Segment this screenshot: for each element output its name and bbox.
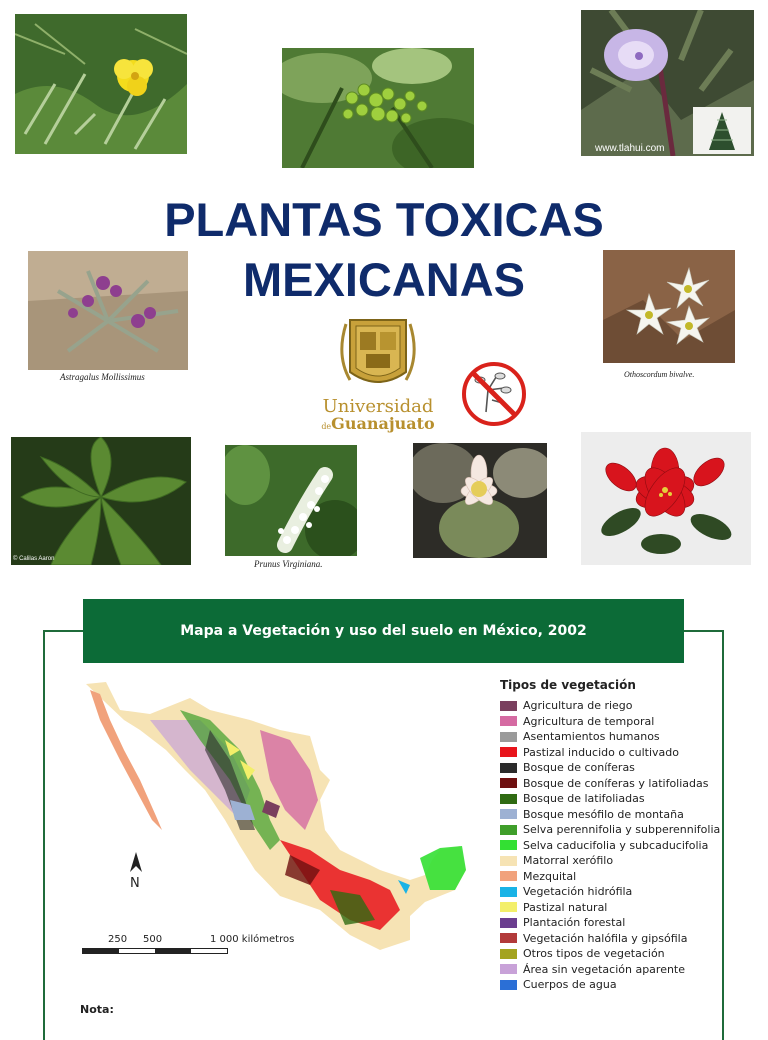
- university-name: Universidad: [322, 396, 434, 417]
- legend-swatch: [500, 732, 517, 742]
- legend-label: Bosque de latifoliadas: [523, 792, 645, 806]
- legend-swatch: [500, 825, 517, 835]
- university-prefix: de: [321, 422, 332, 431]
- page-title-line-2: MEXICANAS: [242, 253, 526, 306]
- legend-label: Área sin vegetación aparente: [523, 962, 686, 976]
- legend-label: Bosque mesófilo de montaña: [523, 807, 684, 821]
- poinsettia-photo: [581, 432, 751, 565]
- legend-swatch: [500, 794, 517, 804]
- green-berries-photo: [282, 48, 474, 168]
- legend-item: [500, 807, 730, 823]
- legend-item: [500, 791, 730, 807]
- yellow-flower-photo: [15, 14, 187, 154]
- legend-item: [500, 776, 730, 792]
- north-arrow-icon: [126, 852, 146, 872]
- university-name-second: Guanajuato: [331, 414, 435, 433]
- prunus-photo: [225, 445, 357, 556]
- legend-item: [500, 838, 730, 854]
- legend-label: Vegetación halófila y gipsófila: [523, 931, 688, 945]
- scale-1000: 1 000 kilómetros: [210, 934, 295, 945]
- university-name-line-2: [316, 414, 440, 433]
- cactus-flower-photo: [413, 443, 547, 558]
- legend-swatch: [500, 933, 517, 943]
- legend-label: Pastizal inducido o cultivado: [523, 745, 679, 759]
- legend-item: [500, 962, 730, 978]
- map-legend: [500, 678, 730, 993]
- legend-item: [500, 760, 730, 776]
- legend-swatch: [500, 716, 517, 726]
- scale-bar: [82, 948, 228, 954]
- legend-label: Bosque de coníferas y latifoliadas: [523, 776, 709, 790]
- legend-item: [500, 900, 730, 916]
- legend-label: Selva perennifolia y subperennifolia: [523, 823, 721, 837]
- map-header: Mapa a Vegetación y uso del suelo en México, 2002: [83, 599, 684, 663]
- astragalus-caption: Astragalus Mollissimus: [60, 372, 145, 382]
- legend-label: Agricultura de temporal: [523, 714, 655, 728]
- legend-swatch: [500, 856, 517, 866]
- legend-swatch: [500, 778, 517, 788]
- legend-swatch: [500, 871, 517, 881]
- legend-list: [500, 698, 730, 993]
- legend-label: Agricultura de riego: [523, 699, 633, 713]
- legend-swatch: [500, 980, 517, 990]
- legend-item: [500, 884, 730, 900]
- legend-swatch: [500, 840, 517, 850]
- legend-swatch: [500, 747, 517, 757]
- photo-watermark: www.tlahui.com: [595, 143, 665, 154]
- legend-item: [500, 714, 730, 730]
- legend-swatch: [500, 964, 517, 974]
- legend-label: Cuerpos de agua: [523, 978, 617, 992]
- legend-item: [500, 931, 730, 947]
- north-label: N: [130, 876, 140, 891]
- legend-item: [500, 745, 730, 761]
- map-scale: [80, 934, 310, 958]
- legend-label: Plantación forestal: [523, 916, 626, 930]
- legend-item: [500, 729, 730, 745]
- scale-250: 250: [108, 934, 128, 945]
- legend-swatch: [500, 809, 517, 819]
- legend-item: [500, 915, 730, 931]
- page-title-line-1: PLANTAS TOXICAS: [164, 193, 604, 246]
- white-star-flowers-photo: [603, 250, 735, 363]
- legend-swatch: [500, 763, 517, 773]
- mexico-vegetation-map: [80, 680, 480, 955]
- legend-swatch: [500, 887, 517, 897]
- legend-swatch: [500, 918, 517, 928]
- purple-flower-photo: [581, 10, 754, 156]
- legend-label: Bosque de coníferas: [523, 761, 635, 775]
- legend-swatch: [500, 902, 517, 912]
- legend-item: [500, 977, 730, 993]
- prunus-caption: Prunus Virginiana.: [254, 559, 323, 569]
- legend-item: [500, 946, 730, 962]
- astragalus-photo: [28, 251, 188, 370]
- legend-label: Asentamientos humanos: [523, 730, 660, 744]
- legend-swatch: [500, 701, 517, 711]
- legend-item: [500, 698, 730, 714]
- scale-500: 500: [143, 934, 163, 945]
- leafy-plant-photo: [11, 437, 191, 565]
- logo: [316, 316, 440, 434]
- legend-label: Otros tipos de vegetación: [523, 947, 665, 961]
- no-plants-icon: [460, 360, 528, 428]
- legend-label: Selva caducifolia y subcaducifolia: [523, 838, 709, 852]
- legend-item: [500, 869, 730, 885]
- legend-item: [500, 822, 730, 838]
- legend-item: [500, 853, 730, 869]
- leafy-photo-credit: © Calilas Aaron: [13, 556, 55, 562]
- legend-swatch: [500, 949, 517, 959]
- legend-label: Pastizal natural: [523, 900, 608, 914]
- legend-label: Vegetación hidrófila: [523, 885, 633, 899]
- note-label: Nota:: [80, 1003, 114, 1016]
- legend-label: Mezquital: [523, 869, 577, 883]
- legend-title: Tipos de vegetación: [500, 678, 636, 692]
- white-star-caption: Othoscordum bivalve.: [624, 370, 695, 379]
- legend-label: Matorral xerófilo: [523, 854, 614, 868]
